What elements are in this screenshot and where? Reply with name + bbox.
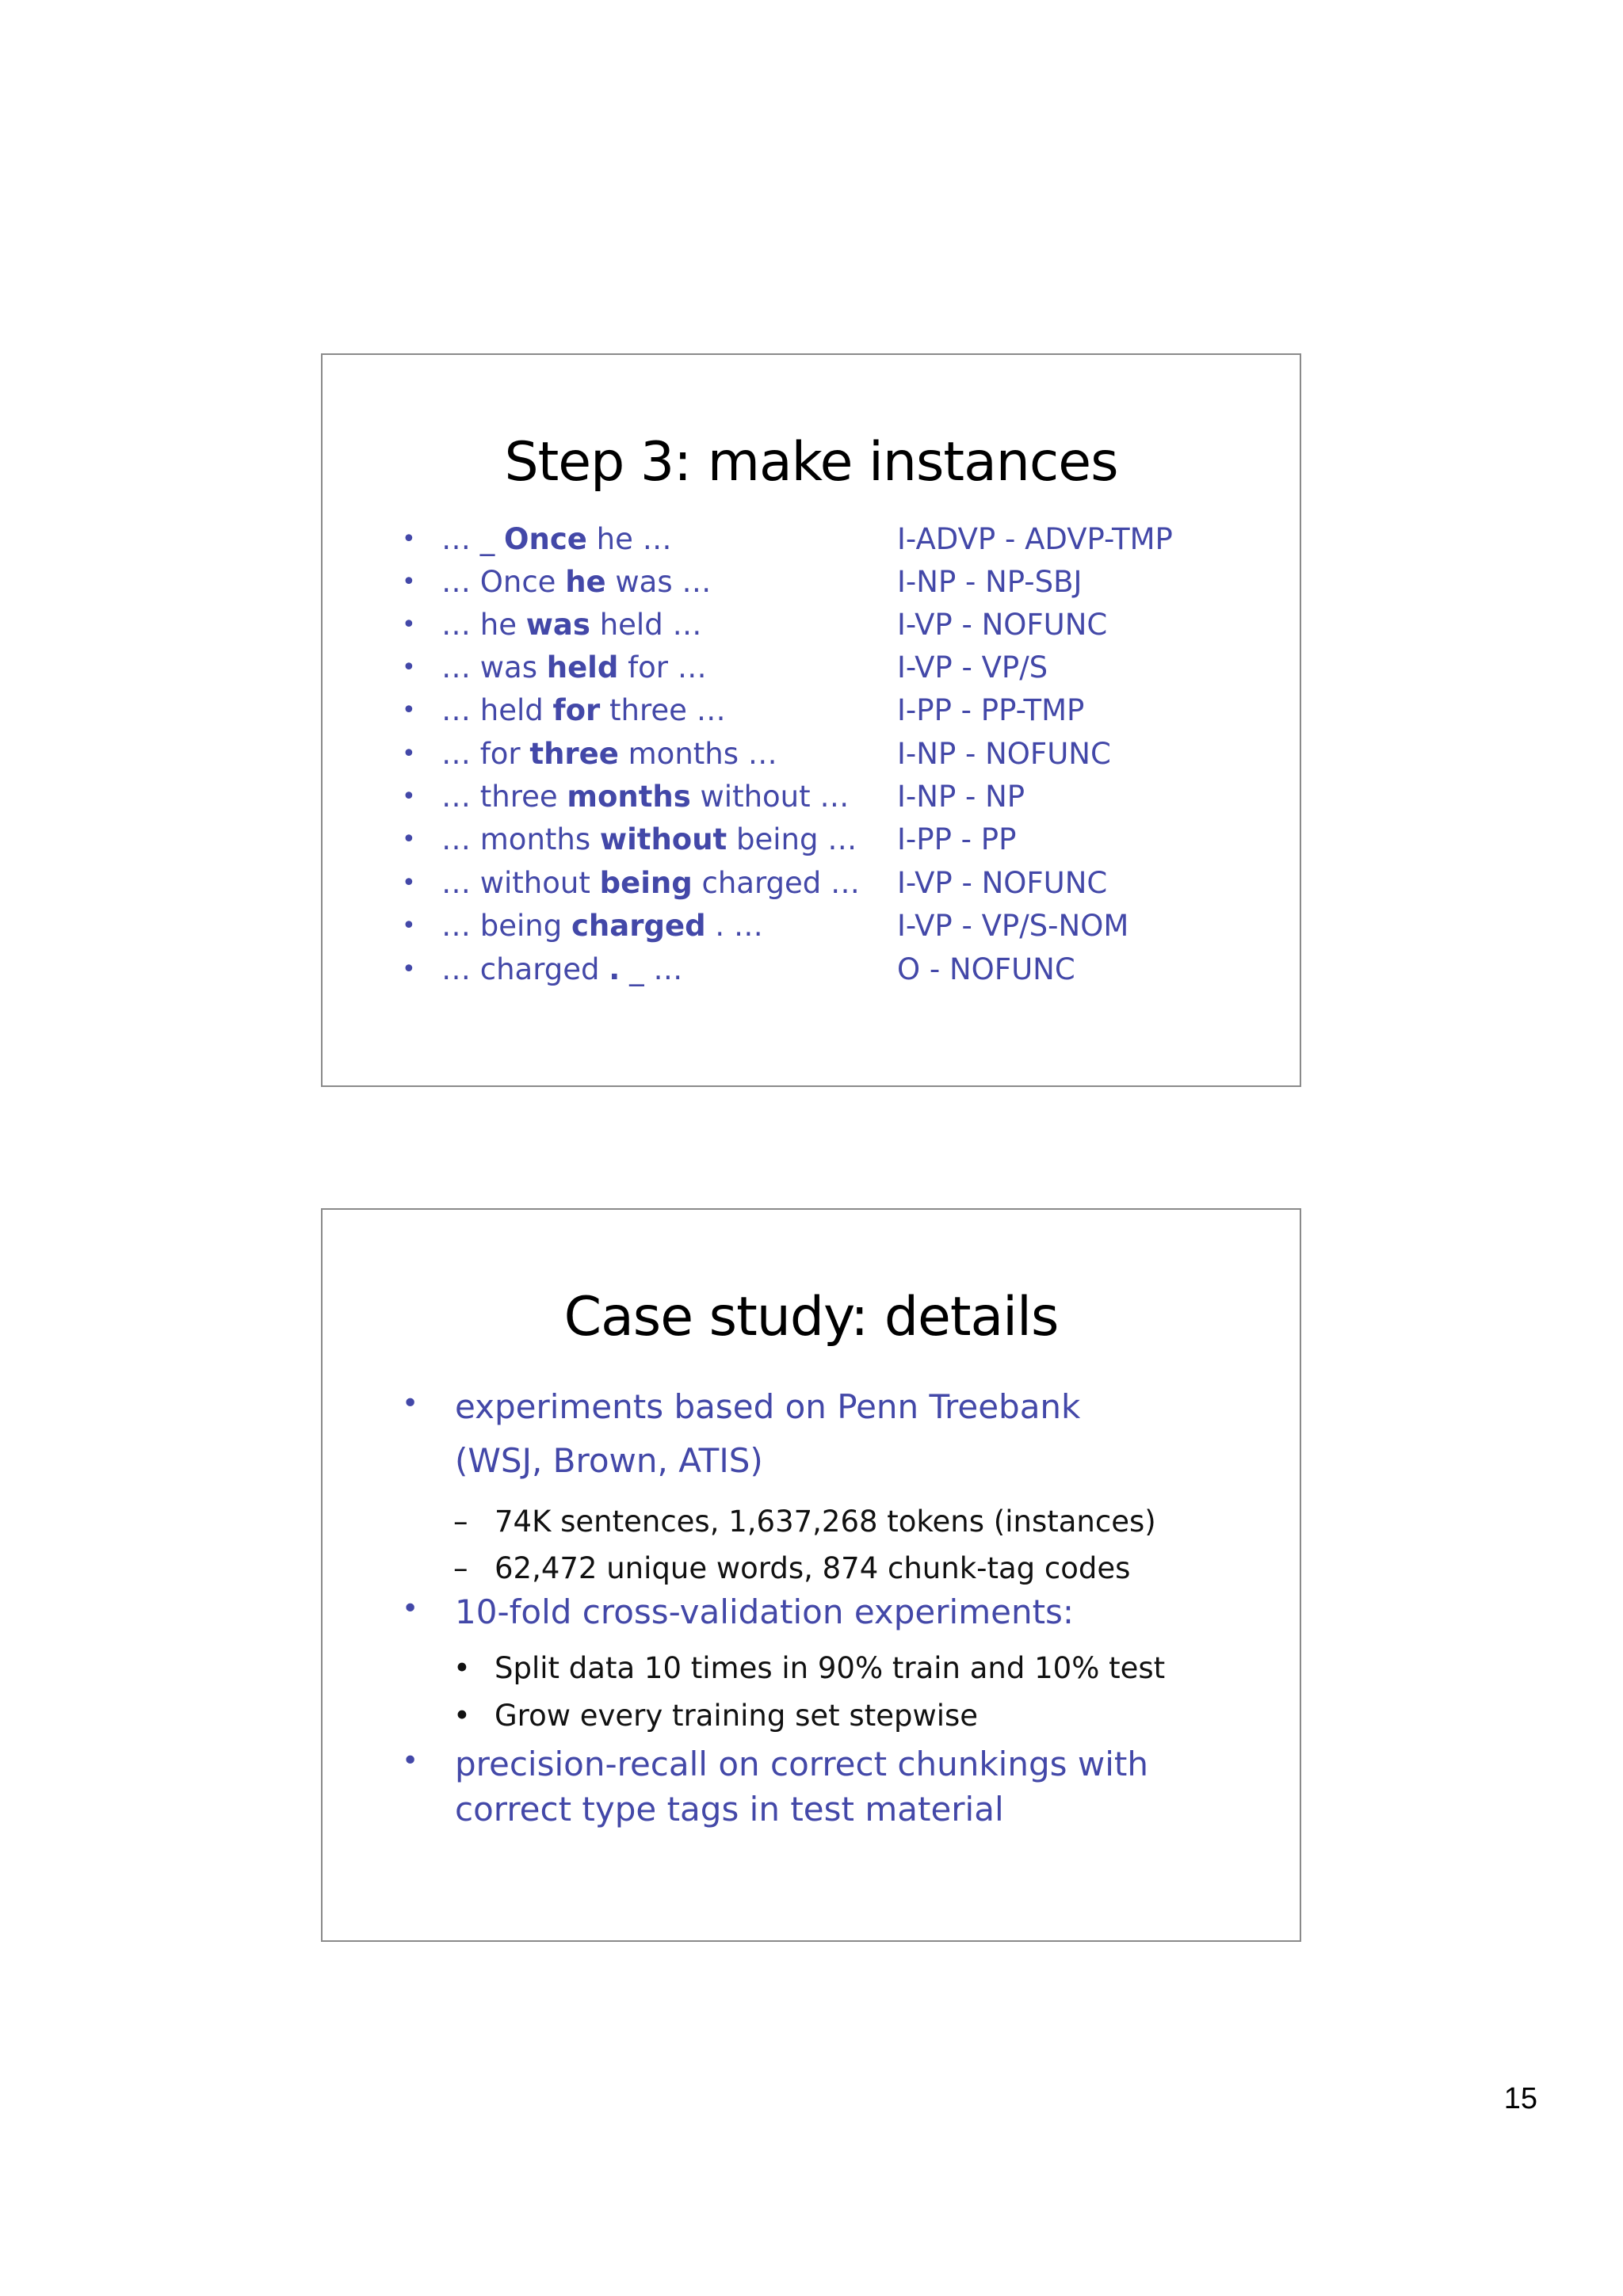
instance-context (441, 604, 701, 646)
focus-word: charged (571, 909, 706, 943)
context-right: for … (618, 650, 707, 685)
context-right: three … (600, 693, 726, 727)
focus-word: was (525, 608, 590, 642)
chunk-tag: I-ADVP - ADVP-TMP (897, 522, 1173, 556)
context-left: … being (441, 909, 571, 943)
slide-case-study (321, 1208, 1301, 1942)
instance-row (323, 905, 1300, 948)
instance-context (441, 518, 672, 561)
focus-word: three (529, 737, 619, 771)
instance-row (323, 733, 1300, 776)
instance-row (323, 646, 1300, 689)
bullet: • (402, 525, 416, 553)
instance-context (441, 862, 860, 905)
bullet: • (402, 696, 416, 724)
instance-context (441, 905, 763, 948)
context-left: … Once (441, 565, 566, 599)
instance-context (441, 561, 711, 604)
chunk-tag: I-VP - VP/S (897, 650, 1048, 685)
item-text: correct type tags in test material (455, 1790, 1004, 1829)
chunk-tag: I-PP - PP (897, 822, 1017, 856)
bullet: • (402, 826, 416, 853)
item-text: 62,472 unique words, 874 chunk-tag codes (495, 1551, 1131, 1585)
bullet: • (402, 1592, 419, 1625)
chunk-tag: I-NP - NP-SBJ (897, 565, 1083, 599)
instance-context (441, 948, 682, 991)
slide-title: Step 3: make instances (504, 431, 1118, 494)
focus-word: without (599, 822, 727, 856)
bullet: • (402, 654, 416, 681)
instance-context (441, 689, 726, 732)
chunk-tag: I-NP - NP (897, 780, 1025, 814)
bullet: • (402, 912, 416, 940)
chunk-tag: I-NP - NOFUNC (897, 737, 1111, 771)
bullet: • (453, 1699, 471, 1733)
item-text: 74K sentences, 1,637,268 tokens (instances) (495, 1505, 1156, 1539)
bullet: • (402, 955, 416, 983)
focus-word: he (565, 565, 606, 599)
page-number: 15 (1503, 2082, 1537, 2115)
focus-word: held (546, 650, 619, 685)
context-right: charged … (692, 866, 861, 900)
context-right: was … (605, 565, 712, 599)
instance-row (323, 561, 1300, 604)
context-left: … charged (441, 952, 609, 986)
bullet: – (453, 1505, 468, 1539)
focus-word: Once (504, 522, 587, 556)
bullet: • (402, 740, 416, 768)
item-text: experiments based on Penn Treebank (455, 1387, 1081, 1426)
instance-context (441, 776, 849, 818)
chunk-tag: O - NOFUNC (897, 952, 1075, 986)
bullet: • (402, 1745, 419, 1777)
chunk-tag: I-VP - NOFUNC (897, 608, 1108, 642)
bullet: • (453, 1651, 471, 1685)
instance-context (441, 646, 707, 689)
context-left: … for (441, 737, 530, 771)
chunk-tag: I-PP - PP-TMP (897, 693, 1085, 727)
instance-row (323, 862, 1300, 905)
context-right: held … (590, 608, 702, 642)
context-right: . … (705, 909, 763, 943)
instance-context (441, 818, 857, 861)
item-text: 10-fold cross-validation experiments: (455, 1592, 1075, 1631)
bullet: • (402, 611, 416, 639)
instance-row (323, 689, 1300, 732)
context-right: he … (586, 522, 672, 556)
bullet: • (402, 869, 416, 897)
item-text: precision-recall on correct chunkings with (455, 1745, 1148, 1783)
chunk-tag: I-VP - NOFUNC (897, 866, 1108, 900)
focus-word: . (609, 952, 621, 986)
item-text: Split data 10 times in 90% train and 10% test (495, 1651, 1166, 1685)
context-left: … he (441, 608, 526, 642)
instance-context (441, 733, 777, 776)
instance-row (323, 604, 1300, 646)
instance-row (323, 818, 1300, 861)
bullet: • (402, 568, 416, 596)
instance-row (323, 518, 1300, 561)
context-left: … months (441, 822, 600, 856)
context-left: … three (441, 780, 567, 814)
item-text: Grow every training set stepwise (495, 1699, 979, 1733)
slide-step3 (321, 353, 1301, 1087)
context-left: … without (441, 866, 600, 900)
chunk-tag: I-VP - VP/S-NOM (897, 909, 1129, 943)
item-text: (WSJ, Brown, ATIS) (455, 1441, 763, 1480)
focus-word: being (599, 866, 693, 900)
context-left: … _ (441, 522, 505, 556)
slide-title: Case study: details (563, 1286, 1059, 1348)
context-right: months … (618, 737, 777, 771)
context-left: … was (441, 650, 547, 685)
focus-word: for (552, 693, 601, 727)
bullet: – (453, 1551, 468, 1585)
context-right: without … (690, 780, 850, 814)
context-left: … held (441, 693, 553, 727)
context-right: being … (727, 822, 857, 856)
instance-row (323, 776, 1300, 818)
instance-row (323, 948, 1300, 991)
bullet: • (402, 783, 416, 810)
bullet: • (402, 1387, 419, 1420)
context-right: _ … (620, 952, 683, 986)
focus-word: months (567, 780, 691, 814)
